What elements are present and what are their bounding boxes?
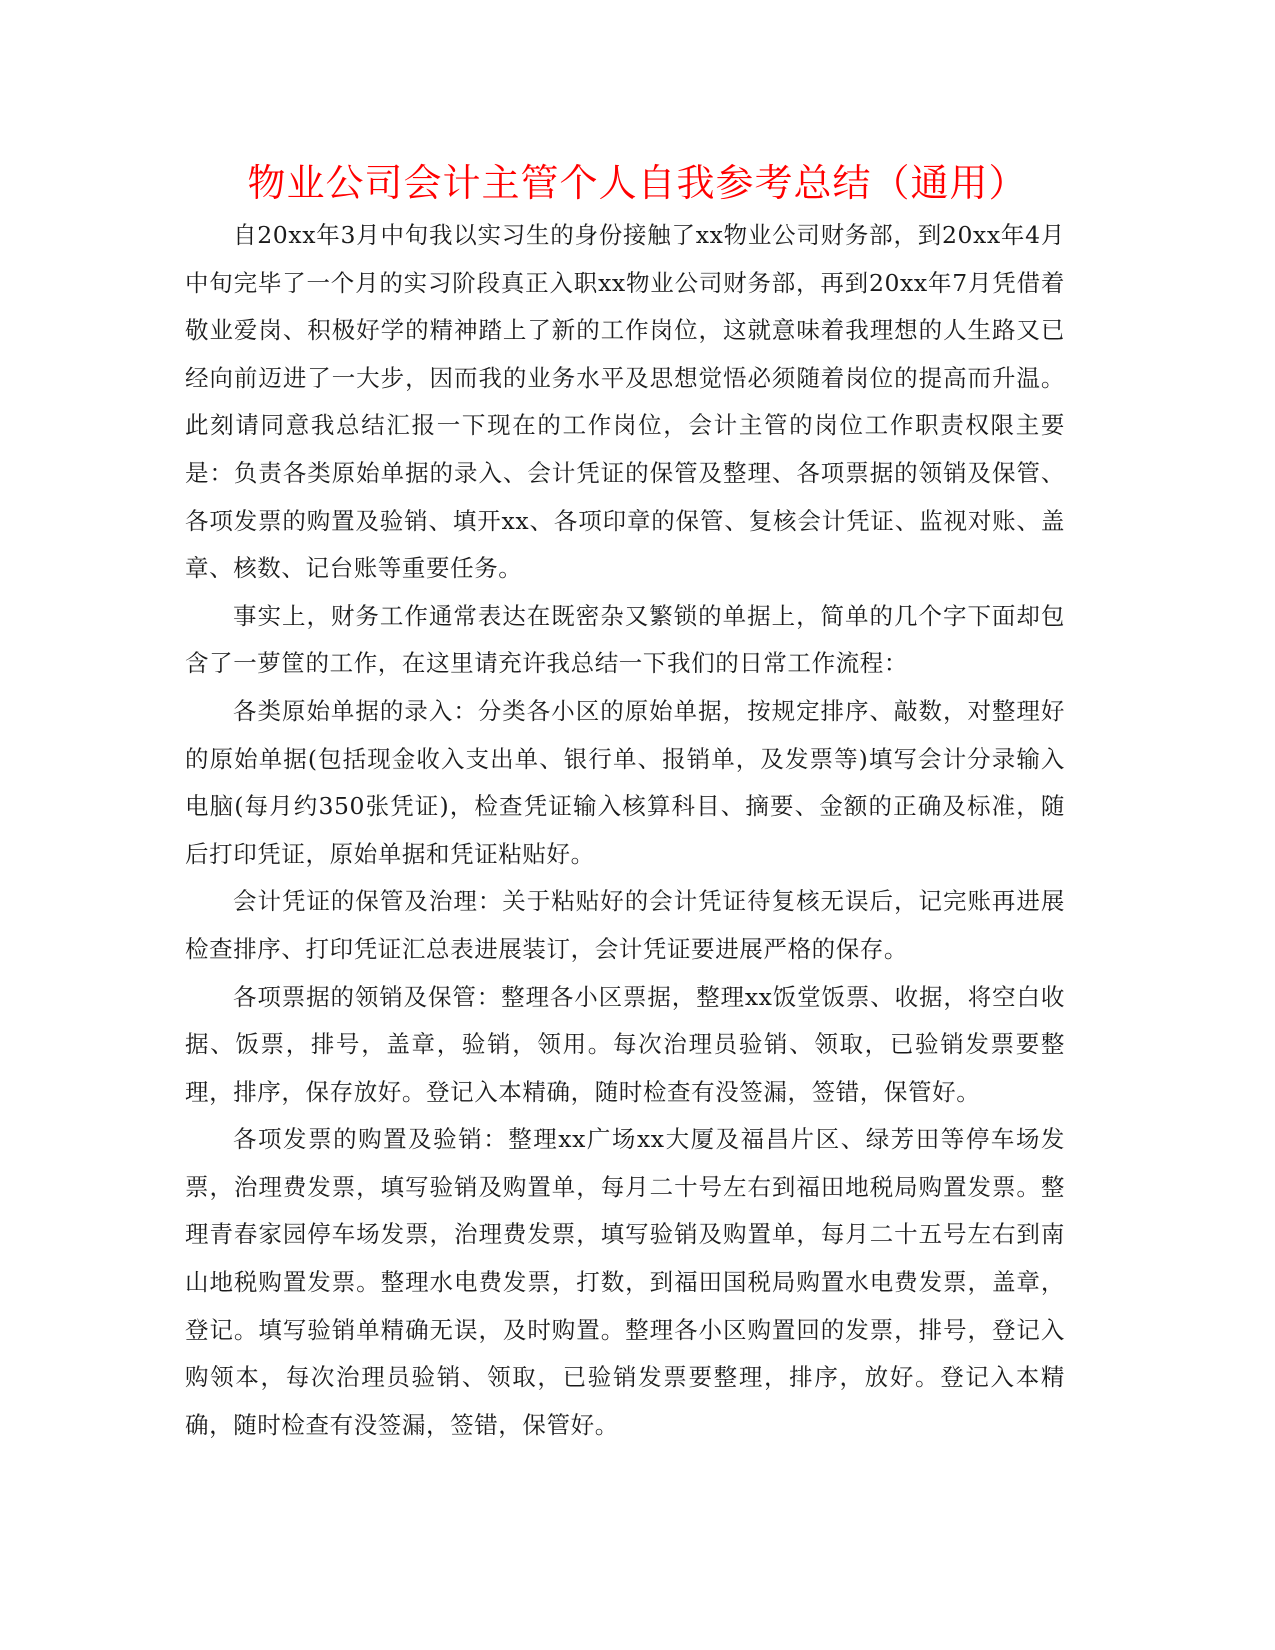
paragraph: 各项票据的领销及保管：整理各小区票据，整理xx饭堂饭票、收据，将空白收据、饭票，排号，盖章，验销，领用。每次治理员验销、领取，已验销发票要整理，排序，保存放好。登记入本精确，随时检查有没签漏，签错，保管好。 [185,982,1065,1106]
document-body [185,212,1065,1449]
document-title: 物业公司会计主管个人自我参考总结（通用） [247,161,1028,205]
paragraph: 事实上，财务工作通常表达在既密杂又繁锁的单据上，简单的几个字下面却包含了一萝筐的工作，在这里请充许我总结一下我们的日常工作流程： [185,601,1065,678]
paragraph: 会计凭证的保管及治理：关于粘贴好的会计凭证待复核无误后，记完账再进展检查排序、打印凭证汇总表进展装订，会计凭证要进展严格的保存。 [185,887,1065,963]
paragraph: 自20xx年3月中旬我以实习生的身份接触了xx物业公司财务部，到20xx年4月中旬完毕了一个月的实习阶段真正入职xx物业公司财务部，再到20xx年7月凭借着敬业爱岗、积极好学的精神踏上了新的工作岗位，这就意味着我理想的人生路又已经向前迈进了一大步，因而我的业务水平及思想觉悟必须随着岗位的提高而升温。此刻请同意我总结汇报一下现在的工作岗位，会计主管的岗位工作职责权限主要是：负责各类原始单据的录入、会计凭证的保管及整理、各项票据的领销及保管、各项发票的购置及验销、填开xx、各项印章的保管、复核会计凭证、监视对账、盖章、核数、记台账等重要任务。 [185,221,1065,583]
paragraph: 各项发票的购置及验销：整理xx广场xx大厦及福昌片区、绿芳田等停车场发票，治理费发票，填写验销及购置单，每月二十号左右到福田地税局购置发票。整理青春家园停车场发票，治理费发票，填写验销及购置单，每月二十五号左右到南山地税购置发票。整理水电费发票，打数，到福田国税局购置水电费发票，盖章，登记。填写验销单精确无误，及时购置。整理各小区购置回的发票，排号，登记入购领本，每次治理员验销、领取，已验销发票要整理，排序，放好。登记入本精确，随时检查有没签漏，签错，保管好。 [185,1125,1065,1439]
paragraph: 各类原始单据的录入：分类各小区的原始单据，按规定排序、敲数，对整理好的原始单据(包括现金收入支出单、银行单、报销单，及发票等)填写会计分录输入电脑(每月约350张凭证)，检查凭证输入核算科目、摘要、金额的正确及标准，随后打印凭证，原始单据和凭证粘贴好。 [185,696,1065,868]
